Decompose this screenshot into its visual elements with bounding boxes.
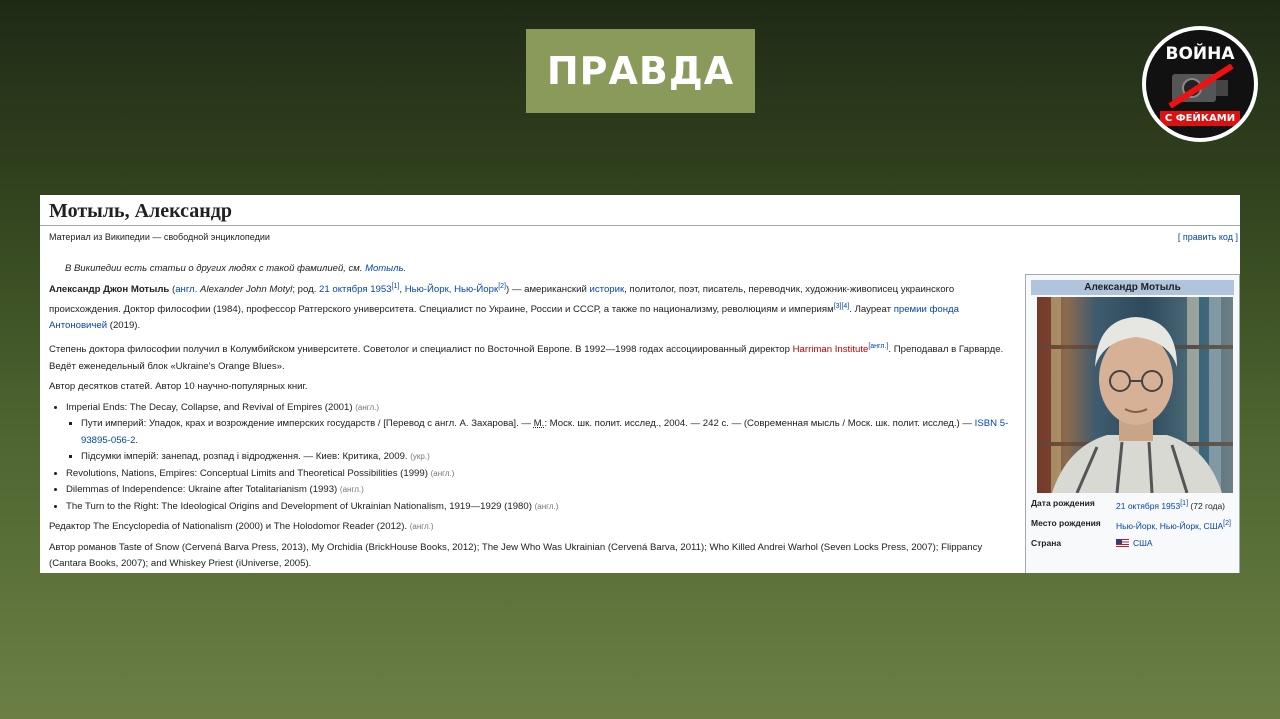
text: ) — американский: [505, 284, 590, 296]
edit-code-link[interactable]: [ править код ]: [1177, 232, 1238, 242]
ref-1[interactable]: [1]: [391, 283, 400, 290]
country-link[interactable]: США: [1133, 537, 1153, 548]
articles-paragraph: Автор десятков статей. Автор 10 научно-популярных книг.: [49, 381, 308, 393]
infobox-row-birthdate: [1026, 493, 1239, 513]
list-item: [81, 449, 1009, 466]
editor-paragraph: [49, 519, 1009, 536]
lang-tag: (англ.): [355, 402, 380, 412]
text: . Преподавал в Гарварде. Ведёт еженедельный блок «Ukraine's Orange Blues».: [49, 344, 1004, 372]
prize-link[interactable]: премии фонда Антоновичей: [49, 303, 959, 332]
list-item: [66, 482, 1009, 499]
text: .: [135, 434, 139, 446]
logo-bottom-text: С ФЕЙКАМИ: [1160, 111, 1240, 126]
infobox-row-birthplace: [1026, 513, 1239, 533]
historian-link[interactable]: историк: [589, 284, 625, 296]
ref-eng[interactable]: [англ.]: [868, 342, 889, 350]
birthdate-link[interactable]: 21 октября 1953: [1116, 500, 1181, 511]
education-paragraph: [49, 339, 1009, 375]
list-item: [66, 400, 1009, 466]
text: : Моск. шк. полит. исслед., 2004. — 242 с. — (Современная мысль / Моск. шк. полит. исслед.) —: [544, 418, 975, 430]
subject-name: Александр Джон Мотыль: [49, 284, 170, 296]
novels-paragraph: Автор романов Taste of Snow (Cervená Barva Press, 2013), My Orchidia (BrickHouse Books, 2012); The Jew Who Was Ukrainian (Cervená Barva, 2011); Who Killed Andrei Warhol (Seven Locks Press, 2007); Flippancy (Cantara Books, 2007); and Whiskey Priest (iUniverse, 2005).: [49, 541, 983, 570]
text: (: [169, 284, 176, 296]
text: , политолог, поэт, писатель, переводчик, художник-живописец украинского происхождения. Доктор философии (1984), профессор Ратгерского университета. Специалист по Украине, России и СССР, а также по национализму, революциям и империям: [49, 284, 955, 315]
infobox: [1025, 274, 1240, 573]
lang-tag: (укр.): [410, 452, 430, 462]
tagline: Материал из Википедии — свободной энциклопедии: [49, 232, 270, 242]
ref-3-4[interactable]: [3][4]: [833, 302, 850, 310]
intro-paragraph: [49, 279, 1009, 335]
book-title: Dilemmas of Independence: Ukraine after Totalitarianism (1993): [66, 484, 338, 496]
birthplace-link[interactable]: Нью-Йорк, Нью-Йорк: [404, 284, 499, 296]
isbn-link[interactable]: ISBN 5-93895-056-2: [81, 418, 1009, 446]
text: Степень доктора философии получил в Колумбийском университете. Советолог и специалист по Восточной Европе. В 1992—1998 годах ассоциированный директор: [49, 344, 793, 356]
verdict-banner: ПРАВДА: [526, 29, 755, 113]
english-name: Alexander John Motyl: [197, 284, 293, 296]
lang-eng-link[interactable]: англ.: [175, 284, 198, 296]
row-key: Страна: [1031, 537, 1062, 548]
harriman-link[interactable]: Harriman Institute: [792, 344, 869, 356]
lang-tag: (англ.): [430, 468, 455, 478]
text: (2019).: [107, 320, 141, 332]
book-title: Revolutions, Nations, Empires: Conceptual Limits and Theoretical Possibilities (1999): [66, 467, 428, 479]
portrait-illustration: [1037, 297, 1233, 493]
hatnote-text: В Википедии есть статьи о других людях с такой фамилией, см.: [65, 263, 366, 274]
age-text: (72 года): [1188, 500, 1226, 511]
page-title: Мотыль, Александр: [40, 195, 1240, 226]
camera-icon: [1164, 64, 1236, 108]
infobox-row-country: [1026, 533, 1239, 550]
birth-date-link[interactable]: 21 октября 1953: [319, 284, 392, 296]
text: ; род.: [292, 284, 320, 296]
us-flag-icon: [1116, 539, 1129, 547]
text: Підсумки імперій: занепад, розпад і відродження. — Киев: Критика, 2009.: [81, 451, 408, 463]
list-item: [81, 416, 1009, 449]
ref-2[interactable]: [2]: [498, 283, 506, 290]
text: Редактор The Encyclopedia of Nationalism (2000) и The Holodomor Reader (2012).: [49, 521, 408, 533]
books-list: [49, 400, 1009, 516]
lang-tag: (англ.): [339, 485, 364, 495]
abbr-moscow: М.: [533, 418, 545, 430]
text: . Лауреат: [849, 303, 894, 315]
hatnote-link[interactable]: Мотыль.: [365, 263, 407, 274]
row-key: Дата рождения: [1031, 498, 1095, 508]
war-on-fakes-logo: [1142, 26, 1258, 142]
book-title: Imperial Ends: The Decay, Collapse, and Revival of Empires (2001): [66, 401, 353, 413]
article-content: [49, 279, 1009, 573]
text: Пути империй: Упадок, крах и возрождение имперских государств / [Перевод с англ. А. Захарова]. —: [81, 418, 534, 430]
logo-top-text: ВОЙНА: [1165, 44, 1235, 64]
text: ,: [399, 284, 405, 296]
list-item: [66, 499, 1009, 516]
birthplace-link[interactable]: Нью-Йорк, Нью-Йорк, США: [1116, 520, 1224, 531]
ref-1[interactable]: [1]: [1180, 500, 1189, 507]
portrait-photo[interactable]: [1037, 297, 1233, 493]
infobox-title: Александр Мотыль: [1031, 280, 1234, 295]
lang-tag: (англ.): [534, 501, 559, 511]
hatnote: [40, 242, 1240, 274]
row-key: Место рождения: [1031, 517, 1101, 528]
wikipedia-screenshot: [40, 195, 1240, 573]
ref-2[interactable]: [2]: [1223, 519, 1231, 527]
book-title: The Turn to the Right: The Ideological Origins and Development of Ukrainian Nationalism, 1919—1929 (1980): [66, 500, 532, 512]
lang-tag: (англ.): [409, 522, 434, 532]
list-item: [66, 466, 1009, 483]
